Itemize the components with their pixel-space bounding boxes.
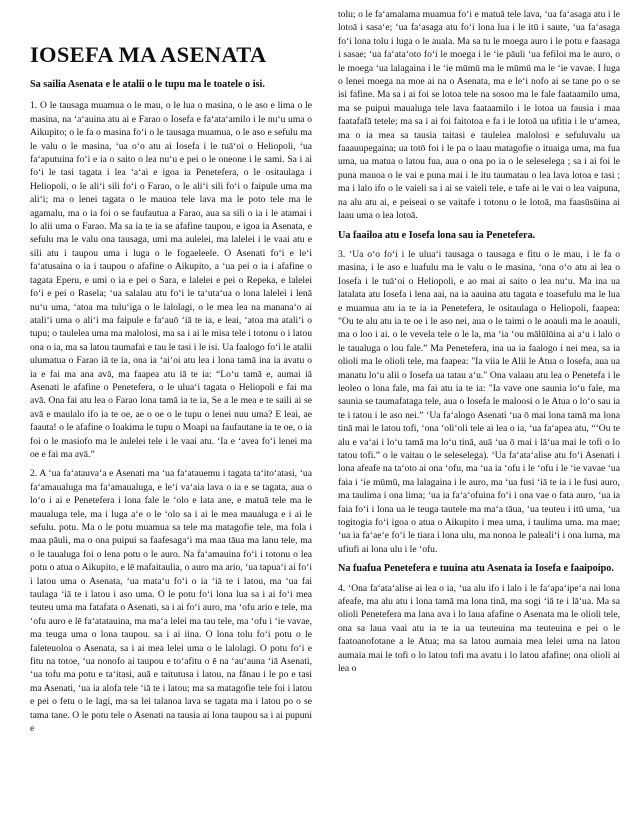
paragraph: 2. A ‘ua fa‘atauva‘a e Asenati ma ‘ua fa‘atauemu i tagata ta‘ito‘atasi, ‘ua fa‘amaualuga ma fa‘amaualuga, e le‘i va‘aia lava o ia e se tagata, aua o lo‘o i ai e Penetefera i lona fale le ‘olo e lata ane, e matuā tele ma le maualuga tele, ma i luga a‘e o le ‘olo sa i ai le mea maualuga e i ai le sefulu. potu. Ma o le potu muamua sa tele ma matagofie tele, ma fola i maa pāuli, ma o ona puipui sa faafesaga‘i ma maa tāua ma lanu tele, ma o le taualuga foi o lena potu o le auro. Na fa‘amauina fo‘i i totonu o lea potu o atua o Aikupito, e lē mafaitaulia, o auro ma ario, ‘ua tapua‘i ai fo‘i i latou uma o Asenata, ‘ua mata‘u fo‘i o ia ‘iā te i latou, ma ‘ua fai taulaga ‘iā te i latou i aso uma. O le potu fo‘i lona lua sa i ai fo‘i mea teuteu uma ma fatafata o Asenati, sa i ai fo‘i auro, ma ‘ofu ario e tele, ma ‘ofu auro e lē fa‘atatauina, ma ma‘a lelei ma tau tele, ma ‘ofu i ‘ie vavae, ma teuga uma o lona taupou. sa i ai iina. O lona tolu fo‘i potu o le faleteuoloa o Asenata, sa i ai mea lelei uma o le lalolagi. O potu fo‘i e fitu na totoe, ‘ua nonofo ai taupou e to‘afitu o ē na ‘au‘auna ‘iā Asenati, ‘ua tofu ma potu e ta‘itasi, auā e taitutusa i latou, na fānau i le po e tasi ma Asenati, ‘ua ia alofa tele ‘iā te i latou; ma sa matagofie tele foi i latou e pei o fetu o le lagi, ma sa lei talanoa lava se tagata ma i latou po o se tama tane. O le potu tele o Asenati na tausia ai lona taupou sa i ai pupuni e xyxy=(30,468,312,735)
section-heading: Na fuafua Penetefera e tuuina atu Asenata ia Iosefa e faaipoipo. xyxy=(338,563,614,575)
paragraph: tolu; o le fa‘amalama muamua fo‘i e matuā tele lava, ‘ua fa‘asaga atu i le lotoā i sasa‘e; ‘ua fa‘asaga atu fo‘i lona lua i le itū i saute, ‘ua fa‘asaga fo‘i lona tolu i luga o le auala. Ma sa tu le moega auro i le potu e faasaga i sasae; ‘ua fa‘ata‘oto fo‘i le moega i le ‘ie pāuli ‘ua fefiloi ma le auro, o le moega ‘ua lalagaina i le ‘ie mūmū ma le mūmū ma le ‘ie vavae. I luga o lenei moega na moe ai na o Asenata, ma e le‘i nofo ai se tane po o se isi fafine. Ma sa i ai foi se lotoa tele na sosoo ma le fale faataamilo uma, ma se puipui maualuga tele lava faataamilo i le lotoa ua fausia i maa faatafafā tetele; ma sa i ai foi faitotoa e fa i le lotoā ua ufitia i le u‘amea, ma o ia mea sa tausia taitasi e taulelea malolosi e sefuluvalu ua faaauupegaina; ua totō foi i le pa o laau matagofie o ituaiga uma, ma fua uma, ua matua o latou fua, aua o ona po ia o le seleselega ; sa i ai foi le puna mauoa o le vai e puna mai i le itu taumatau o lea lava lotoa e tasi ; ma i lalo ifo o le vaieli sa i ai se vaieli tele, e tafe ai le vai o lea vaipuna, na alu atu ai, e peiseai o se vaitafe i totonu o le lotoā, ma faasūsūina ai laau uma o lea lotoā. xyxy=(338,9,620,222)
page-title: IOSEFA MA ASENATA xyxy=(30,42,267,67)
section-heading: Sa sailia Asenata e le atalii o le tupu ma le toatele o isi. xyxy=(30,79,265,90)
paragraph: 4. ‘Ona fa‘ata‘alise ai lea o ia, ‘ua alu ifo i lalo i le fa‘apa‘ipe‘a nai lona afeafe, ma alu atu i lona tamā ma lona tinā, ma sogi ‘iā te i lā‘ua. Ma sa olioli Penetefera ma lana ava i lo laua afafine o Asenata ma le olioli tele, ona sa laua vaai atu ia te ia ua teuteuina ma teuteuina e pei o le faatoanofotane a le Atua; ma sa latou aumaia mea lelei uma na latou aumaia mai le tofi o lo latou tofi ma avatu i lo latou afafine; ona olioli ai lea o xyxy=(338,582,620,675)
paragraph: 3. ‘Ua o‘o fo‘i i le ulua‘i tausaga o tausaga e fitu o le mau, i le fa o masina, i le aso e luafulu ma le valu o le masina, ‘ona o‘o atu ai lea o Iosefa i le tuā‘oi o Heliopoli, e ao mai ai saito o lea nu‘u. Ma ina ua latalata atu Iosefa i lena aai, na ia aauina atu tagata e toasefulu ma le lua e muamua atu ia te ia ia Penetefera, le ositaulaga o Heliopoli, faapea: "Ou te alu atu ia te oe i le aso nei, aua o le taimi o le aoauli ma le aoauli, ma o loo i ai. o le vevela tele o le la, ma ‘ia ‘ou mālūlūina ai a‘u i lalo o le taualuga o lou fale.” Ma Penetefera, ina ua ia faalogo i nei mea, sa ia olioli ma le olioli tele, ma faapea: "Ia viia le Alii le Atua o Iosefa, aua ua manatu lo‘u alii o Iosefa ua tatau a‘u." Ona valaau atu lea o Penetefa i le leoleo o lona fale, ma fai atu ia te ia: "Ia vave one saunia lo‘u fale, ma saunia se taumafataga tele, aua o Iosefa le maloosi o le Atua o lo‘o sau ia te i tatou i le aso nei.” ‘Ua fa‘alogo Asenati ‘ua ō mai lona tamā ma lona tinā mai le latou tofi, ‘ona ‘oli‘oli tele ai lea o ia, ‘ua fa‘apea atu, “‘Ou te alu e va‘ai i lo‘u tamā ma lo‘u tinā, auā ‘ua ō mai i lā‘ua mai le tofi o lo tatou tofi.” o le vaitau o le seleselega). ‘Ua fa‘ata‘alise atu fo‘i Asenati i lona afeafe na ta‘oto ai ona ‘ofu, ma ‘ua ia ‘ofu i le ‘ofu i le ‘ie vavae ‘ua faia i ‘ie mūmū, ma lalagaina i le auro, ma ‘ua fusi ‘iā te ia i le fusi auro, ma taulima i ona lima; ‘ua ia fa‘a‘ofuina fo‘i i ona vae o fata auro, ‘ua ia faia fo‘i i lona ua le teuga tautele ma ma‘a tāua, ‘ua teuteu i itū uma, ‘ua togitogia fo‘i igoa o atua o Aikupito i mea uma, i taulima uma. ma mae; ‘ua ia fa‘ae‘e fo‘i le tiara i lona ulu, ma nonoa le paleali‘i i ona luma, ma ufiufi ai lona ulu i le ‘ofu. xyxy=(338,248,620,555)
paragraph: 1. O le tausaga muamua o le mau, o le lua o masina, o le aso e lima o le masina, na ‘a‘auina atu ai e Farao o Iosefa e fa‘ata‘amilo i le nu‘u uma o Aikupito; o le fa o masina fo‘i o le tausaga muamua, o le aso e sefulu ma le valu o le masina, ‘ua o‘o atu ai Iosefa i le tuā‘oi o Heliopoli, ‘ua fa‘aputuina fo‘i e ia o saito o lea nu‘u e pei o le oneone i le sami. Sa i ai fo‘i le tasi tagata i lea ‘a‘ai e igoa ia Penetefera, o le ositaulaga i Heliopoli, o le ali‘i sili fo‘i o Farao, o le ali‘i sili fo‘i o faipule uma ma ali‘i; ma o lenei tagata o le mauoa tele lava ma le poto tele ma le agamalu, ma o ia foi o se faufautua a Farao, aua sa sili o ia i le atamai i lo alii uma o Farao. Ma sa ia te ia se afafine taupou, e igoa ia Asenata, e sefulu ma le valu ona tausaga, umi ma aulelei, ma lalelei i le vaai atu e sili atu i taupou uma i luga o le fogaeleele. O Asenati fo‘i e le‘i fa‘atusaina o ia i taupou o afafine o Aikupito, a ‘ua pei o ia i afafine o tagata Eperu, e umi o ia e pei o Sara, e lalelei e pei o Repeka, e lalelei fo‘i e pei o Rasela; ‘ua salalau atu fo‘i le ta‘uta‘ua o lona lalelei i lenā nu‘u uma, ‘atoa ma tulu‘iga o le lalolagi, o le mea lea na manana‘o ai atali‘i uma o ali‘i ma faipule e fa‘auō ‘iā te ia, e leai, ‘atoa ma atali‘i o tupu; o taulelea uma ma malolosi, ma sa i ai le misa tele i totonu o i latou ona o ia, ma sa latou taumafai e tau le tasi i le isi. Ua faalogo fo‘i le atalii ulumatua o Farao iā te ia, ona ia ‘ai‘oi atu lea i lona tamā ina ia avatu o ia e fai ma ana avā, ma faapea atu iā te ia: “Lo‘u tamā e, aumai iā Asenati le afafine o Penetefera, o le ulua‘i tagata o Heliopoli e fai ma avā. Ona fai atu lea o Farao lona tamā ia te ia, Se a le mea e te saili ai se avā e maulalo ifo ia te oe, ae o oe o le tupu o lenei nuu uma? E leai, ae faauta! o le afafine o Ioakima le tupu o Moapi ua faufautane ia te oe, o ia foi o le masiofo ma le aulelei tele i le vaai atu. ‘Ia e ‘avea fo‘i lenei ma oe e fai ma avā.” xyxy=(30,100,312,460)
left-column xyxy=(30,8,312,820)
right-column xyxy=(338,8,620,820)
section-heading: Ua faailoa atu e Iosefa lona sau ia Penetefera. xyxy=(338,229,536,241)
